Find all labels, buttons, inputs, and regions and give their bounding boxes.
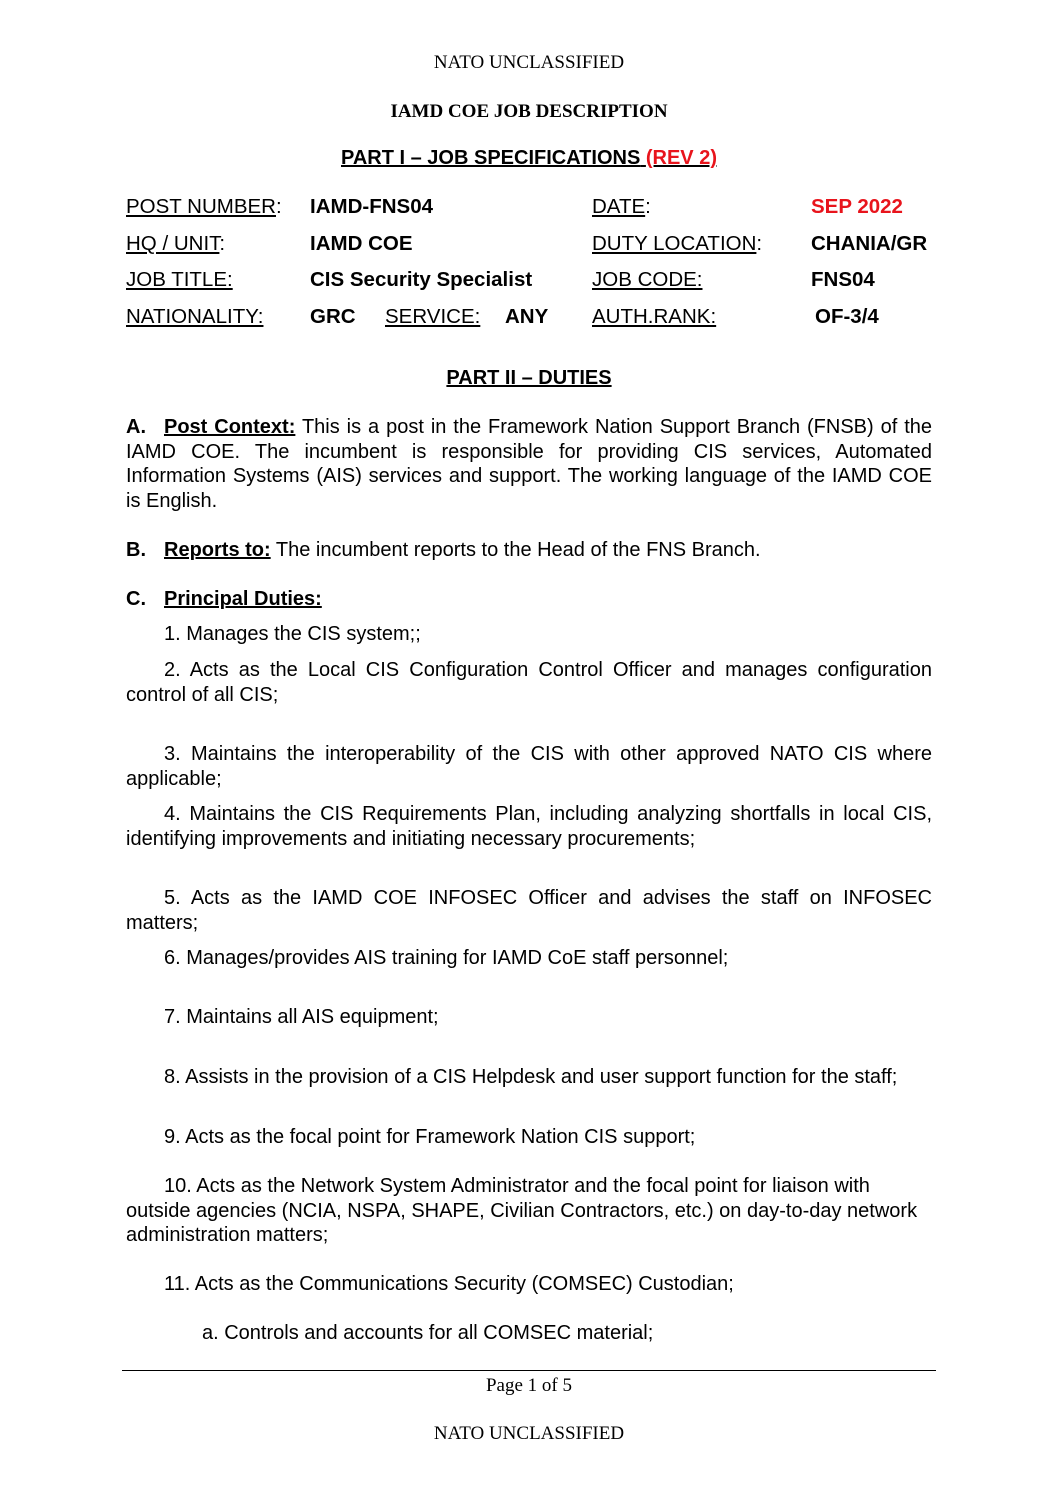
service-label: SERVICE:: [385, 305, 481, 328]
classification-header: NATO UNCLASSIFIED: [433, 52, 625, 73]
footer-divider: [122, 1370, 936, 1371]
auth-rank-value: OF-3/4: [815, 305, 879, 328]
duty-item: 5. Acts as the IAMD COE INFOSEC Officer and advises the staff on INFOSEC matters;: [126, 887, 932, 934]
post-context-paragraph: [126, 415, 932, 513]
page-number: Page 1 of 5: [485, 1375, 572, 1396]
duty-item: 1. Manages the CIS system;;: [164, 623, 421, 645]
reports-to-label: Reports to:: [164, 539, 271, 561]
part2-title: PART II – DUTIES: [446, 367, 612, 389]
section-a-letter: A.: [126, 416, 146, 438]
principal-duties-heading: [126, 587, 932, 612]
section-b-letter: B.: [126, 539, 146, 561]
duty-subitem: a. Controls and accounts for all COMSEC material;: [202, 1322, 654, 1344]
job-code-label: JOB CODE:: [592, 268, 703, 291]
classification-footer: NATO UNCLASSIFIED: [433, 1423, 625, 1444]
nationality-value: GRC: [310, 305, 356, 328]
duty-item: 7. Maintains all AIS equipment;: [164, 1006, 439, 1028]
reports-to-text: The incumbent reports to the Head of the FNS Branch.: [270, 539, 761, 561]
date-label: DATE:: [592, 195, 651, 218]
duty-item: 4. Maintains the CIS Requirements Plan, including analyzing shortfalls in local CIS, identifying improvements and initiating necessary procurements;: [126, 803, 932, 850]
duty-item: 9. Acts as the focal point for Framework Nation CIS support;: [164, 1126, 696, 1148]
principal-duties-label: Principal Duties:: [164, 588, 322, 610]
post-number-label: POST NUMBER:: [126, 195, 282, 218]
part1-title: PART I – JOB SPECIFICATIONS: [341, 147, 641, 169]
revision-label: (REV 2): [645, 147, 717, 169]
duty-location-value: CHANIA/GR: [811, 232, 928, 255]
post-context-text: This is a post in the Framework Nation Support Branch (FNSB) of the IAMD COE. The incumbent is responsible for providing CIS services, Automated Information Systems (AIS) services and support. The working language of the IAMD COE is English.: [126, 416, 933, 512]
duty-location-label: DUTY LOCATION:: [592, 232, 763, 255]
duty-item: 3. Maintains the interoperability of the CIS with other approved NATO CIS where applicable;: [126, 743, 932, 790]
hq-unit-label: HQ / UNIT:: [126, 232, 226, 255]
duty-item: 11. Acts as the Communications Security (COMSEC) Custodian;: [164, 1273, 734, 1295]
job-title-value: CIS Security Specialist: [310, 268, 533, 291]
date-value: SEP 2022: [811, 195, 903, 218]
reports-to-paragraph: [126, 538, 932, 563]
part1-heading: [0, 147, 1058, 170]
duty-item: 6. Manages/provides AIS training for IAMD CoE staff personnel;: [164, 947, 729, 969]
duty-item: 8. Assists in the provision of a CIS Helpdesk and user support function for the staff;: [164, 1066, 898, 1088]
section-c-letter: C.: [126, 588, 146, 610]
auth-rank-label: AUTH.RANK:: [592, 305, 717, 328]
post-context-label: Post Context:: [164, 416, 296, 438]
duty-item: 10. Acts as the Network System Administrator and the focal point for liaison with outside agencies (NCIA, NSPA, SHAPE, Civilian Contractors, etc.) on day-to-day network administration matters;: [126, 1175, 918, 1246]
job-code-value: FNS04: [811, 268, 875, 291]
document-title: IAMD COE JOB DESCRIPTION: [390, 101, 668, 122]
post-number-value: IAMD-FNS04: [310, 195, 434, 218]
hq-unit-value: IAMD COE: [310, 232, 413, 255]
job-title-label: JOB TITLE:: [126, 268, 233, 291]
service-value: ANY: [505, 305, 549, 328]
duty-item: 2. Acts as the Local CIS Configuration Control Officer and manages configuration control of all CIS;: [126, 659, 932, 706]
nationality-label: NATIONALITY:: [126, 305, 264, 328]
